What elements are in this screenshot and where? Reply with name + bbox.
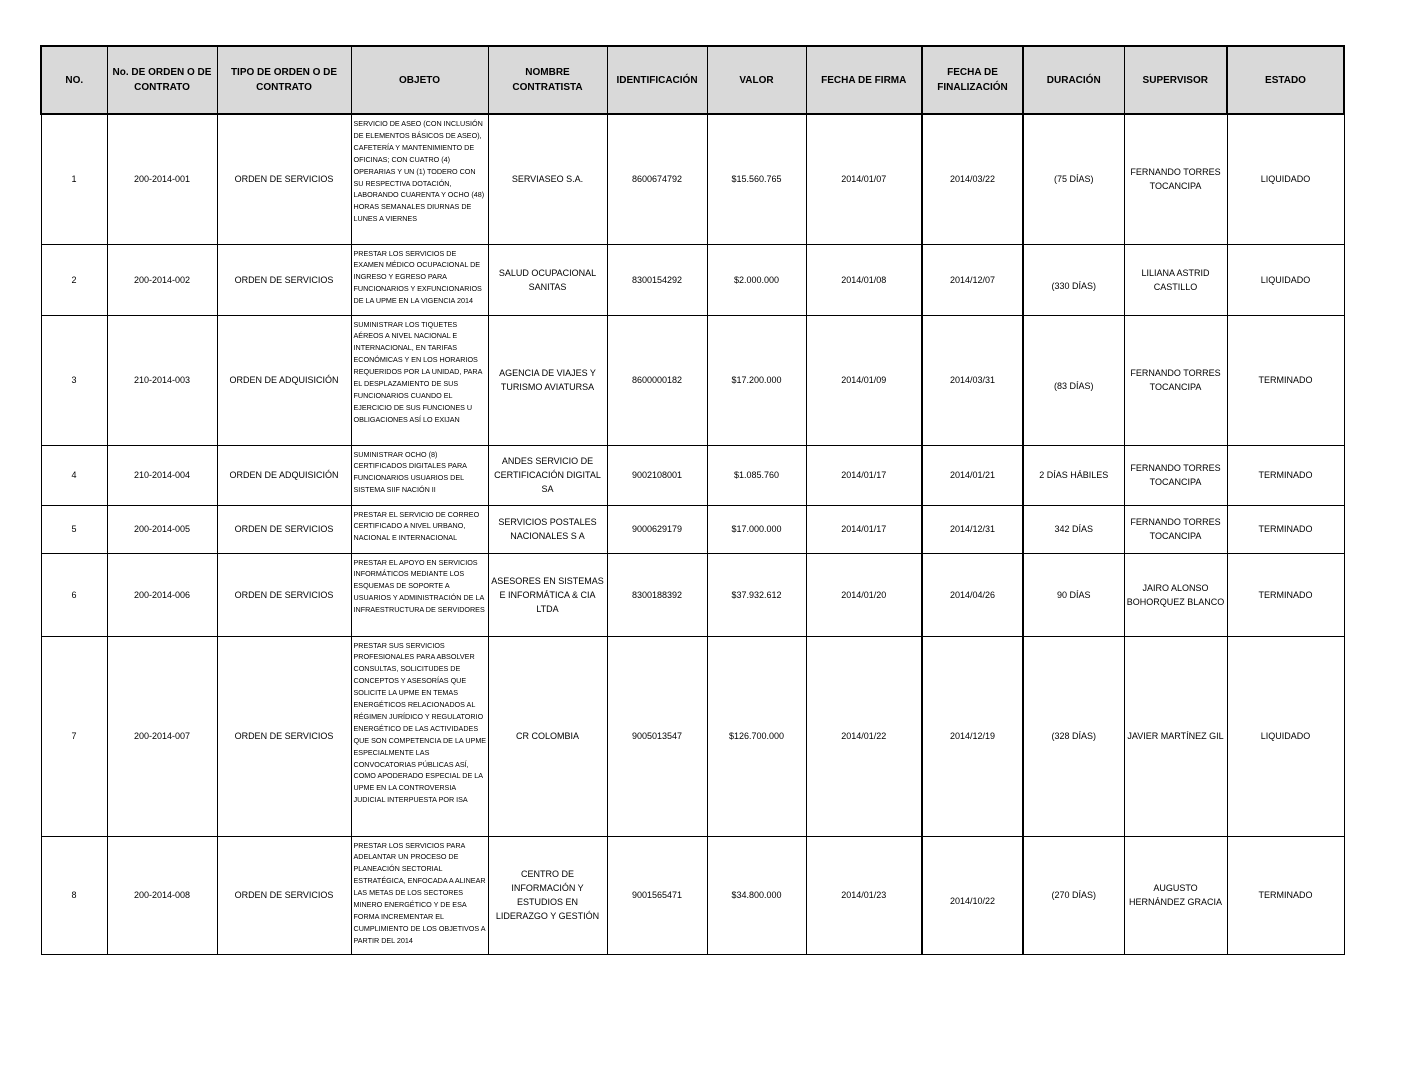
cell-fecha-fin: 2014/10/22 <box>922 836 1023 954</box>
cell-tipo: ORDEN DE SERVICIOS <box>217 244 351 315</box>
cell-fecha-fin: 2014/12/07 <box>922 244 1023 315</box>
cell-fecha-firma: 2014/01/07 <box>806 114 922 244</box>
cell-objeto: SERVICIO DE ASEO (CON INCLUSIÓN DE ELEMENTOS BÁSICOS DE ASEO), CAFETERÍA Y MANTENIMIENTO DE OFICINAS; CON CUATRO (4) OPERARIAS Y UN (1) TODERO CON SU RESPECTIVA DOTACIÓN, LABORANDO CUARENTA Y OCHO (48) HORAS SEMANALES DIURNAS DE LUNES A VIERNES <box>351 114 488 244</box>
contracts-table <box>40 45 1345 955</box>
cell-orden: 200-2014-007 <box>107 636 217 836</box>
header-tipo: TIPO DE ORDEN O DE CONTRATO <box>217 46 351 114</box>
cell-no: 3 <box>41 315 107 445</box>
cell-identificacion: 8300154292 <box>607 244 707 315</box>
cell-orden: 200-2014-006 <box>107 553 217 636</box>
cell-no: 4 <box>41 445 107 505</box>
cell-fecha-fin: 2014/03/22 <box>922 114 1023 244</box>
header-fecha-firma: FECHA DE FIRMA <box>806 46 922 114</box>
cell-valor: $2.000.000 <box>707 244 806 315</box>
cell-fecha-fin: 2014/01/21 <box>922 445 1023 505</box>
cell-tipo: ORDEN DE SERVICIOS <box>217 114 351 244</box>
cell-tipo: ORDEN DE SERVICIOS <box>217 505 351 553</box>
cell-objeto: PRESTAR LOS SERVICIOS PARA ADELANTAR UN PROCESO DE PLANEACIÓN SECTORIAL ESTRATÉGICA, ENFOCADA A ALINEAR LAS METAS DE LOS SECTORES MINERO ENERGÉTICO Y DE ESA FORMA INCREMENTAR EL CUMPLIMIENTO DE LOS OBJETIVOS A PARTIR DEL 2014 <box>351 836 488 954</box>
cell-duracion: (270 DÍAS) <box>1023 836 1124 954</box>
cell-contratista: CR COLOMBIA <box>488 636 607 836</box>
cell-no: 8 <box>41 836 107 954</box>
cell-objeto: PRESTAR EL APOYO EN SERVICIOS INFORMÁTICOS MEDIANTE LOS ESQUEMAS DE SOPORTE A USUARIOS Y ADMINISTRACIÓN DE LA INFRAESTRUCTURA DE SERVIDORES <box>351 553 488 636</box>
cell-valor: $126.700.000 <box>707 636 806 836</box>
header-supervisor: SUPERVISOR <box>1124 46 1227 114</box>
table-row <box>41 244 1344 315</box>
cell-tipo: ORDEN DE ADQUISICIÓN <box>217 445 351 505</box>
table-row <box>41 445 1344 505</box>
cell-supervisor: FERNANDO TORRES TOCANCIPA <box>1124 315 1227 445</box>
cell-duracion: 2 DÍAS HÁBILES <box>1023 445 1124 505</box>
cell-objeto: PRESTAR LOS SERVICIOS DE EXAMEN MÉDICO OCUPACIONAL DE INGRESO Y EGRESO PARA FUNCIONARIOS Y EXFUNCIONARIOS DE LA UPME EN LA VIGENCIA 2014 <box>351 244 488 315</box>
cell-tipo: ORDEN DE SERVICIOS <box>217 636 351 836</box>
cell-fecha-firma: 2014/01/22 <box>806 636 922 836</box>
cell-supervisor: LILIANA ASTRID CASTILLO <box>1124 244 1227 315</box>
header-valor: VALOR <box>707 46 806 114</box>
cell-no: 7 <box>41 636 107 836</box>
cell-identificacion: 8600674792 <box>607 114 707 244</box>
cell-objeto: PRESTAR EL SERVICIO DE CORREO CERTIFICADO A NIVEL URBANO, NACIONAL E INTERNACIONAL <box>351 505 488 553</box>
cell-duracion: (328 DÍAS) <box>1023 636 1124 836</box>
cell-tipo: ORDEN DE ADQUISICIÓN <box>217 315 351 445</box>
cell-fecha-fin: 2014/12/31 <box>922 505 1023 553</box>
cell-identificacion: 9002108001 <box>607 445 707 505</box>
header-orden: No. DE ORDEN O DE CONTRATO <box>107 46 217 114</box>
cell-no: 2 <box>41 244 107 315</box>
cell-contratista: SERVIASEO S.A. <box>488 114 607 244</box>
cell-estado: TERMINADO <box>1227 505 1344 553</box>
cell-identificacion: 9000629179 <box>607 505 707 553</box>
cell-supervisor: FERNANDO TORRES TOCANCIPA <box>1124 505 1227 553</box>
cell-duracion: (83 DÍAS) <box>1023 315 1124 445</box>
cell-duracion: (75 DÍAS) <box>1023 114 1124 244</box>
cell-orden: 210-2014-003 <box>107 315 217 445</box>
table-row <box>41 505 1344 553</box>
table-row <box>41 636 1344 836</box>
cell-valor: $17.200.000 <box>707 315 806 445</box>
cell-contratista: CENTRO DE INFORMACIÓN Y ESTUDIOS EN LIDERAZGO Y GESTIÓN <box>488 836 607 954</box>
table-row <box>41 553 1344 636</box>
cell-contratista: SERVICIOS POSTALES NACIONALES S A <box>488 505 607 553</box>
cell-supervisor: JAIRO ALONSO BOHORQUEZ BLANCO <box>1124 553 1227 636</box>
cell-fecha-fin: 2014/12/19 <box>922 636 1023 836</box>
cell-no: 6 <box>41 553 107 636</box>
cell-valor: $37.932.612 <box>707 553 806 636</box>
header-no: NO. <box>41 46 107 114</box>
table-row <box>41 114 1344 244</box>
cell-fecha-firma: 2014/01/08 <box>806 244 922 315</box>
cell-fecha-firma: 2014/01/09 <box>806 315 922 445</box>
cell-objeto: PRESTAR SUS SERVICIOS PROFESIONALES PARA ABSOLVER CONSULTAS, SOLICITUDES DE CONCEPTOS Y ASESORÍAS QUE SOLICITE LA UPME EN TEMAS ENERGÉTICOS RELACIONADOS AL RÉGIMEN JURÍDICO Y REGULATORIO ENERGÉTICO DE LAS ACTIVIDADES QUE SON COMPETENCIA DE LA UPME ESPECIALMENTE LAS CONVOCATORIAS PÚBLICAS ASÍ, COMO APODERADO ESPECIAL DE LA UPME EN LA CONTROVERSIA JUDICIAL INTERPUESTA POR ISA <box>351 636 488 836</box>
cell-duracion: 90 DÍAS <box>1023 553 1124 636</box>
cell-supervisor: FERNANDO TORRES TOCANCIPA <box>1124 445 1227 505</box>
cell-contratista: ANDES SERVICIO DE CERTIFICACIÓN DIGITAL SA <box>488 445 607 505</box>
cell-estado: TERMINADO <box>1227 553 1344 636</box>
header-row <box>41 46 1344 114</box>
cell-estado: LIQUIDADO <box>1227 114 1344 244</box>
header-fecha-fin: FECHA DE FINALIZACIÓN <box>922 46 1023 114</box>
cell-valor: $34.800.000 <box>707 836 806 954</box>
cell-fecha-firma: 2014/01/20 <box>806 553 922 636</box>
cell-estado: LIQUIDADO <box>1227 244 1344 315</box>
cell-tipo: ORDEN DE SERVICIOS <box>217 553 351 636</box>
table-row <box>41 836 1344 954</box>
cell-estado: TERMINADO <box>1227 445 1344 505</box>
cell-objeto: SUMINISTRAR LOS TIQUETES AÉREOS A NIVEL NACIONAL E INTERNACIONAL, EN TARIFAS ECONÓMICAS Y EN LOS HORARIOS REQUERIDOS POR LA UNIDAD, PARA EL DESPLAZAMIENTO DE SUS FUNCIONARIOS CUANDO EL EJERCICIO DE SUS FUNCIONES U OBLIGACIONES ASÍ LO EXIJAN <box>351 315 488 445</box>
cell-estado: TERMINADO <box>1227 315 1344 445</box>
header-identificacion: IDENTIFICACIÓN <box>607 46 707 114</box>
cell-identificacion: 9005013547 <box>607 636 707 836</box>
cell-fecha-fin: 2014/03/31 <box>922 315 1023 445</box>
cell-tipo: ORDEN DE SERVICIOS <box>217 836 351 954</box>
cell-fecha-firma: 2014/01/23 <box>806 836 922 954</box>
cell-valor: $17.000.000 <box>707 505 806 553</box>
header-duracion: DURACIÓN <box>1023 46 1124 114</box>
cell-estado: TERMINADO <box>1227 836 1344 954</box>
cell-orden: 210-2014-004 <box>107 445 217 505</box>
header-objeto: OBJETO <box>351 46 488 114</box>
cell-estado: LIQUIDADO <box>1227 636 1344 836</box>
cell-no: 5 <box>41 505 107 553</box>
cell-supervisor: AUGUSTO HERNÁNDEZ GRACIA <box>1124 836 1227 954</box>
cell-contratista: SALUD OCUPACIONAL SANITAS <box>488 244 607 315</box>
cell-no: 1 <box>41 114 107 244</box>
header-estado: ESTADO <box>1227 46 1344 114</box>
cell-supervisor: FERNANDO TORRES TOCANCIPA <box>1124 114 1227 244</box>
cell-fecha-fin: 2014/04/26 <box>922 553 1023 636</box>
cell-orden: 200-2014-005 <box>107 505 217 553</box>
cell-duracion: (330 DÍAS) <box>1023 244 1124 315</box>
cell-fecha-firma: 2014/01/17 <box>806 445 922 505</box>
cell-identificacion: 8300188392 <box>607 553 707 636</box>
cell-valor: $1.085.760 <box>707 445 806 505</box>
cell-identificacion: 8600000182 <box>607 315 707 445</box>
cell-orden: 200-2014-002 <box>107 244 217 315</box>
cell-objeto: SUMINISTRAR OCHO (8) CERTIFICADOS DIGITALES PARA FUNCIONARIOS USUARIOS DEL SISTEMA SIIF NACIÓN II <box>351 445 488 505</box>
table-row <box>41 315 1344 445</box>
cell-orden: 200-2014-001 <box>107 114 217 244</box>
cell-supervisor: JAVIER MARTÍNEZ GIL <box>1124 636 1227 836</box>
cell-duracion: 342 DÍAS <box>1023 505 1124 553</box>
cell-contratista: ASESORES EN SISTEMAS E INFORMÁTICA & CIA LTDA <box>488 553 607 636</box>
cell-identificacion: 9001565471 <box>607 836 707 954</box>
cell-valor: $15.560.765 <box>707 114 806 244</box>
cell-fecha-firma: 2014/01/17 <box>806 505 922 553</box>
cell-orden: 200-2014-008 <box>107 836 217 954</box>
cell-contratista: AGENCIA DE VIAJES Y TURISMO AVIATURSA <box>488 315 607 445</box>
header-contratista: NOMBRE CONTRATISTA <box>488 46 607 114</box>
